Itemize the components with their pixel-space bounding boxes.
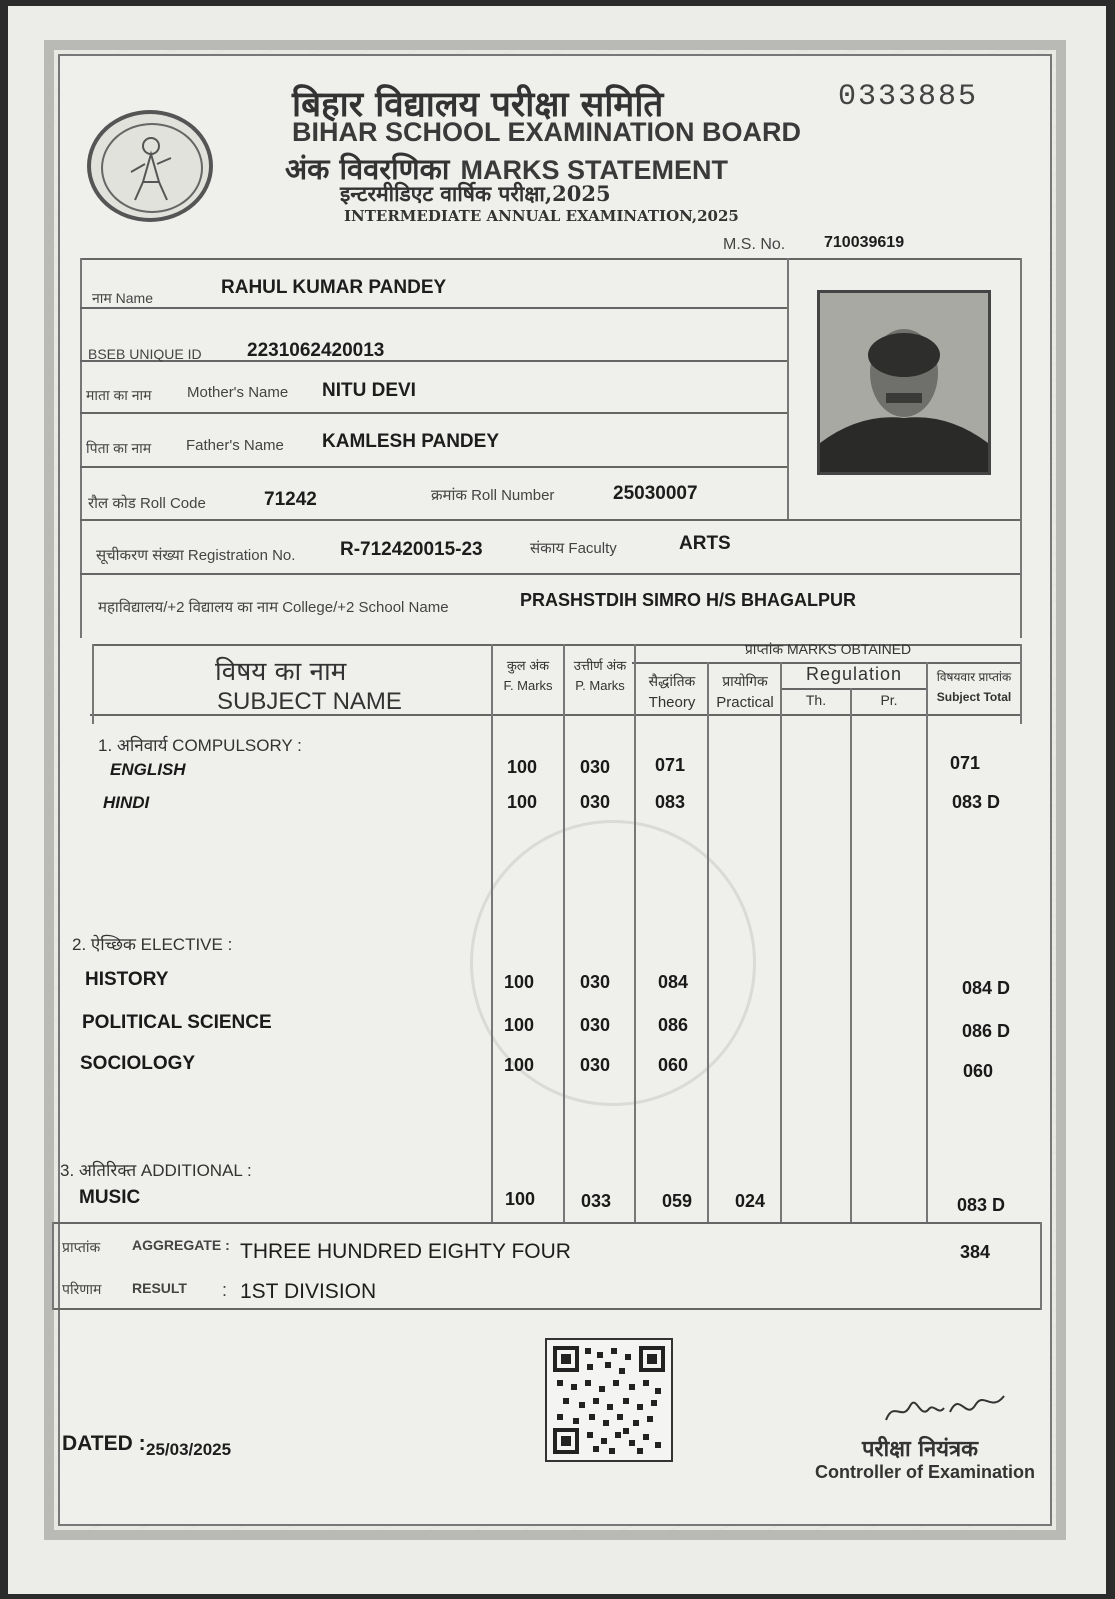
statement-title-hindi: अंक विवरणिका [285, 152, 450, 186]
aggregate-right-border [1040, 1222, 1042, 1310]
full-marks: 100 [507, 757, 538, 777]
theory-header-hindi: सैद्धांतिक [648, 673, 696, 689]
result-label: RESULT [132, 1280, 187, 1296]
regulation-divider [780, 688, 926, 690]
aggregate-total: 384 [960, 1242, 991, 1262]
full-marks: 100 [507, 792, 538, 812]
subject-total: 083 D [957, 1195, 1006, 1215]
subject-name: SOCIOLOGY [80, 1053, 196, 1074]
regulation-practical-header: Pr. [880, 692, 898, 708]
theory-marks: 060 [658, 1055, 689, 1075]
elective-section-heading: 2. ऐच्छिक ELECTIVE : [72, 935, 233, 954]
subject-name: POLITICAL SCIENCE [82, 1012, 272, 1033]
result-value: 1ST DIVISION [240, 1280, 377, 1303]
college-name: PRASHSTDIH SIMRO H/S BHAGALPUR [520, 590, 857, 610]
row-divider [80, 307, 787, 309]
aggregate-label-hindi: प्राप्तांक [62, 1239, 101, 1255]
roll-number-label: क्रमांक Roll Number [431, 487, 555, 504]
photo-divider [787, 258, 789, 520]
aggregate-top-border [52, 1222, 1042, 1224]
col-divider-pm [563, 644, 565, 1224]
theory-marks: 084 [658, 972, 689, 992]
roll-number: 25030007 [613, 483, 698, 504]
subject-total-header: Subject Total [936, 690, 1012, 704]
additional-section-heading: 3. अतिरिक्त ADDITIONAL : [60, 1161, 252, 1180]
pass-marks: 033 [581, 1191, 612, 1211]
subject-header-english: SUBJECT NAME [217, 688, 402, 715]
col-divider-regulation [780, 662, 782, 1224]
subject-total-header-hindi: विषयवार प्राप्तांक [936, 670, 1012, 684]
regulation-header: Regulation [805, 664, 903, 684]
board-title-hindi: बिहार विद्यालय परीक्षा समिति [292, 84, 664, 125]
registration-label: सूचीकरण संख्या Registration No. [96, 547, 296, 564]
mother-label-hindi: माता का नाम [86, 387, 152, 403]
controller-title-english: Controller of Examination [815, 1462, 1036, 1482]
subject-name: ENGLISH [110, 760, 186, 779]
subject-total: 086 D [962, 1021, 1011, 1041]
aggregate-label: AGGREGATE : [132, 1237, 230, 1253]
issue-date: 25/03/2025 [146, 1440, 232, 1459]
result-bottom-border [52, 1308, 1042, 1310]
qr-code [545, 1338, 673, 1462]
practical-header: Practical [716, 694, 774, 711]
marks-obtained-header: प्राप्तांक MARKS OBTAINED [744, 641, 912, 657]
col-divider-theory [634, 644, 636, 1224]
full-marks-header-hindi: कुल अंक [506, 658, 550, 673]
serial-number: 0333885 [838, 80, 979, 114]
subject-total: 084 D [962, 978, 1011, 998]
table-right-border [1020, 644, 1022, 724]
full-marks: 100 [504, 972, 535, 992]
info-top-border [80, 258, 1020, 260]
uid-label: BSEB UNIQUE ID [88, 346, 202, 362]
row-divider [80, 573, 1020, 575]
subject-name: HISTORY [85, 969, 169, 990]
theory-marks: 071 [655, 755, 686, 775]
practical-header-hindi: प्रायोगिक [722, 673, 768, 689]
pass-marks-header-hindi: उत्तीर्ण अंक [573, 658, 627, 673]
theory-marks: 086 [658, 1015, 689, 1035]
registration-number: R-712420015-23 [340, 539, 483, 560]
subject-total: 060 [963, 1061, 994, 1081]
theory-marks: 059 [662, 1191, 693, 1211]
aggregate-left-border [52, 1222, 54, 1310]
col-divider-total [926, 662, 928, 1224]
controller-signature [880, 1382, 1010, 1432]
col-divider-reg-pr [850, 688, 852, 1224]
compulsory-section-heading: 1. अनिवार्य COMPULSORY : [98, 736, 302, 755]
practical-marks: 024 [735, 1191, 766, 1211]
full-marks: 100 [505, 1189, 536, 1209]
roll-code: 71242 [264, 489, 317, 510]
info-left-border [80, 258, 82, 638]
pass-marks: 030 [580, 757, 611, 777]
father-label-hindi: पिता का नाम [86, 440, 152, 456]
info-right-border [1020, 258, 1022, 638]
faculty-label: संकाय Faculty [530, 540, 617, 557]
pass-marks: 030 [580, 1015, 611, 1035]
subject-total: 071 [950, 753, 981, 773]
controller-title-hindi: परीक्षा नियंत्रक [862, 1436, 979, 1462]
subject-total: 083 D [952, 792, 1001, 812]
col-divider-fm [491, 644, 493, 1224]
subject-header-hindi: विषय का नाम [215, 657, 347, 687]
roll-code-label: रौल कोड Roll Code [88, 495, 206, 512]
dated-label: DATED : [62, 1432, 146, 1455]
pass-marks: 030 [580, 1055, 611, 1075]
board-title-english: BIHAR SCHOOL EXAMINATION BOARD [292, 117, 802, 147]
student-photo [817, 290, 991, 475]
college-label: महाविद्यालय/+2 विद्यालय का नाम College/+2 School Name [98, 599, 449, 616]
mother-label-english: Mother's Name [187, 384, 289, 401]
name-label: नाम Name [92, 290, 154, 306]
father-label-english: Father's Name [186, 437, 284, 454]
regulation-theory-header: Th. [805, 692, 827, 708]
row-divider [80, 466, 787, 468]
father-name: KAMLESH PANDEY [322, 431, 499, 452]
student-name: RAHUL KUMAR PANDEY [221, 277, 447, 298]
ms-number-label: M.S. No. [723, 236, 786, 253]
col-divider-practical [707, 662, 709, 1224]
exam-title-hindi: इन्टरमीडिएट वार्षिक परीक्षा,2025 [340, 181, 611, 206]
row-divider [80, 412, 787, 414]
result-label-hindi: परिणाम [62, 1281, 102, 1297]
marksheet-body [58, 54, 1052, 1526]
ms-number: 710039619 [824, 234, 905, 251]
subject-name: HINDI [103, 793, 150, 812]
full-marks-header: F. Marks [503, 678, 553, 693]
exam-title-english: INTERMEDIATE ANNUAL EXAMINATION,2025 [344, 207, 739, 225]
faculty: ARTS [679, 533, 731, 554]
board-seal-logo [87, 110, 213, 222]
unique-id: 2231062420013 [247, 340, 385, 361]
aggregate-in-words: THREE HUNDRED EIGHTY FOUR [240, 1240, 571, 1263]
row-divider [80, 519, 1020, 521]
full-marks: 100 [504, 1055, 535, 1075]
full-marks: 100 [504, 1015, 535, 1035]
pass-marks: 030 [580, 792, 611, 812]
result-separator: : [222, 1280, 228, 1300]
theory-marks: 083 [655, 792, 686, 812]
subject-name: MUSIC [79, 1187, 141, 1208]
table-left-border [92, 644, 94, 724]
pass-marks: 030 [580, 972, 611, 992]
mother-name: NITU DEVI [322, 380, 416, 401]
statement-title-english: MARKS STATEMENT [460, 155, 728, 185]
theory-header: Theory [648, 694, 696, 711]
pass-marks-header: P. Marks [575, 678, 625, 693]
